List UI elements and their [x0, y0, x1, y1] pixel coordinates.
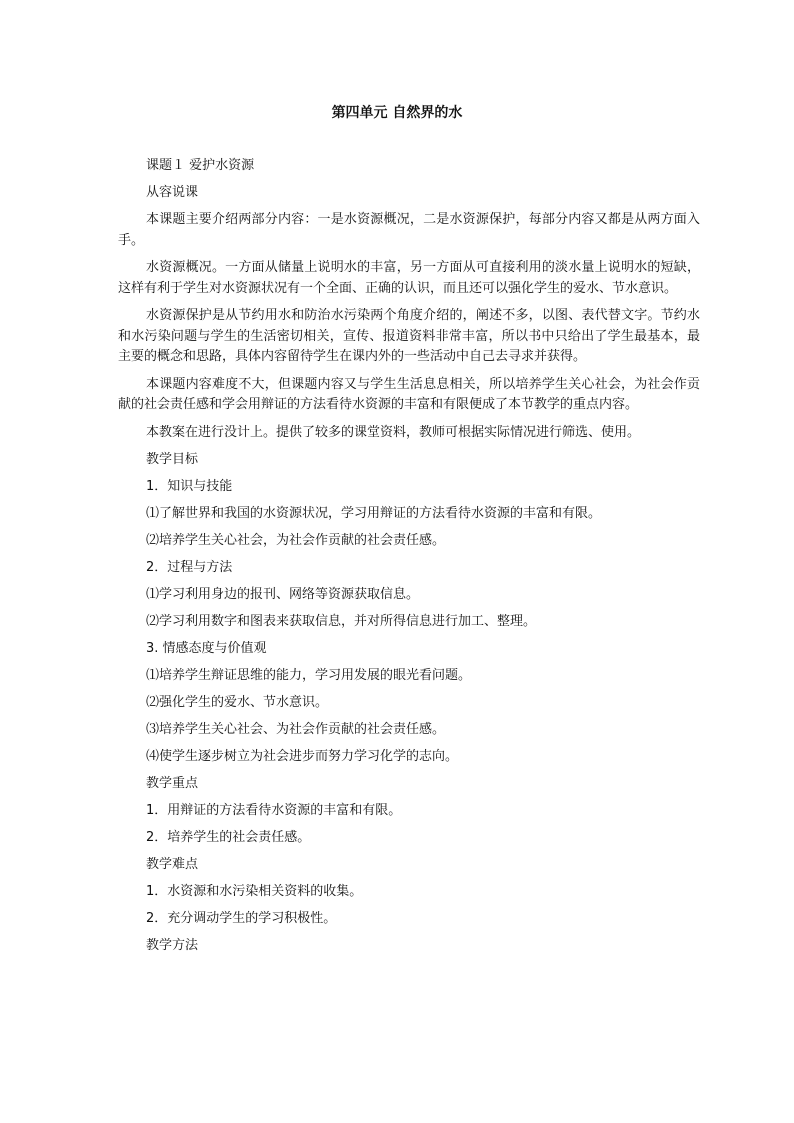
list-item: ⑵学习利用数字和图表来获取信息，并对所得信息进行加工、整理。 — [146, 614, 537, 629]
objective-heading: 1．知识与技能 — [146, 479, 233, 494]
list-item: 2．培养学生的社会责任感。 — [146, 830, 311, 845]
section-heading-objectives: 教学目标 — [146, 452, 199, 467]
section-heading-difficulties: 教学难点 — [146, 857, 199, 872]
list-item: 2．充分调动学生的学习积极性。 — [146, 911, 337, 926]
paragraph: 本课题内容难度不大，但课题内容又与学生生活息息相关，所以培养学生关心社会，为社会作贡献的社会责任感和学会用辩证的方法看待水资源的丰富和有限便成了本节教学的重点内容。 — [118, 376, 700, 412]
document-body — [118, 156, 700, 963]
list-item: ⑴学习利用身边的报刊、网络等资源获取信息。 — [146, 587, 420, 602]
document-title: 第四单元 自然界的水 — [331, 105, 463, 121]
paragraph: 水资源保护是从节约用水和防治水污染两个角度介绍的，阐述不多，以图、表代替文字。节约水和水污染问题与学生的生活密切相关，宣传、报道资料非常丰富，所以书中只给出了学生最基本，最主要的概念和思路，具体内容留待学生在课内外的一些活动中自己去寻求并获得。 — [118, 308, 700, 364]
list-item: ⑵强化学生的爱水、节水意识。 — [146, 695, 329, 710]
objective-heading: 2．过程与方法 — [146, 560, 233, 575]
list-item: ⑵培养学生关心社会，为社会作贡献的社会责任感。 — [146, 533, 446, 548]
list-item: ⑶培养学生关心社会、为社会作贡献的社会责任感。 — [146, 722, 446, 737]
list-item: ⑴培养学生辩证思维的能力，学习用发展的眼光看问题。 — [146, 668, 472, 683]
paragraph: 本教案在进行没计上。提供了较多的课堂资料，教师可根据实际情况进行筛选、使用。 — [146, 424, 641, 440]
list-item: ⑴了解世界和我国的水资源状况，学习用辩证的方法看待水资源的丰富和有限。 — [146, 506, 602, 521]
paragraph: 水资源概况。一方面从储量上说明水的丰富，另一方面从可直接利用的淡水量上说明水的短缺，这样有利于学生对水资源状况有一个全面、正确的认识，而且还可以强化学生的爱水、节水意识。 — [118, 260, 700, 296]
section-heading-key-points: 教学重点 — [146, 776, 199, 791]
list-item: 1．水资源和水污染相关资料的收集。 — [146, 884, 363, 899]
list-item: ⑷使学生逐步树立为社会进步而努力学习化学的志向。 — [146, 749, 459, 764]
objective-heading: 3. 情感态度与价值观 — [146, 641, 267, 656]
lesson-title: 课题１ 爱护水资源 — [146, 158, 255, 173]
section-heading-lesson-talk: 从容说课 — [146, 185, 199, 200]
paragraph: 本课题主要介绍两部分内容：一是水资源概况，二是水资源保护，每部分内容又都是从两方面入手。 — [118, 212, 700, 248]
section-heading-methods: 教学方法 — [146, 938, 199, 953]
list-item: 1．用辩证的方法看待水资源的丰富和有限。 — [146, 803, 402, 818]
